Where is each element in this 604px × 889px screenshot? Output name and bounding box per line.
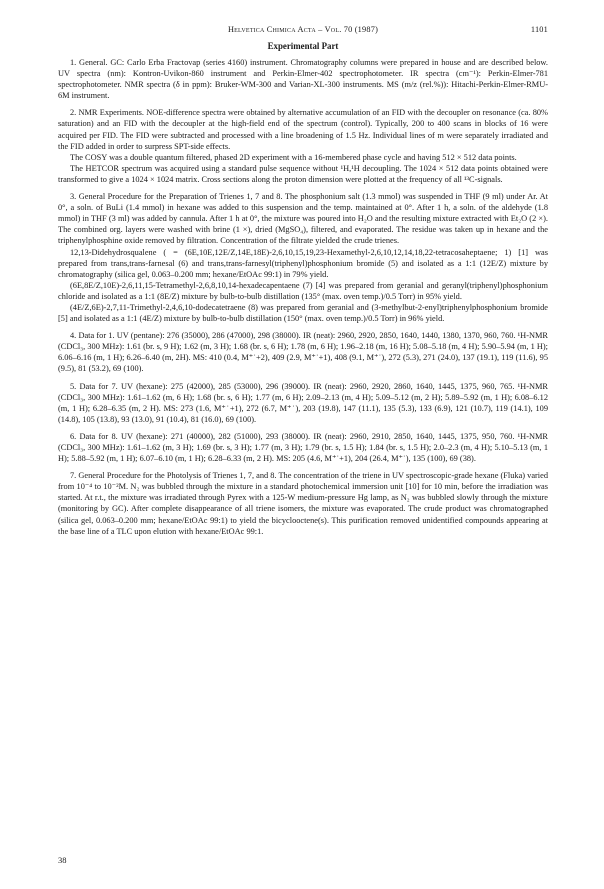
article-body xyxy=(58,57,548,537)
paragraph-data-7: 5. Data for 7. UV (hexane): 275 (42000), 285 (53000), 296 (39000). IR (neat): 2960, 2920, 2860, 1640, 1445, 1375, 960, 765. ¹H-NMR (CDCl₃, 300 MHz): 1.61–1.62 (m, 6 H); 1.68 (br. s, 6 H); 1.77 (m, 6 H); 2.09–2.13 (m, 4 H); 5.09–5.12 (m, 2 H); 5.89–5.92 (m, 1 H); 6.08–6.12 (m, 1 H); 6.28–6.35 (m, 2 H). MS: 273 (1.6, M⁺˙+1), 272 (6.7, M⁺˙), 203 (19.8), 147 (11.1), 135 (5.3), 133 (6.9), 121 (10.7), 119 (14.1), 109 (14.8), 105 (13.8), 93 (13.0), 91 (10.4), 81 (16.0), 69 (100). xyxy=(58,381,548,424)
running-header xyxy=(58,24,548,36)
page-footer-marker: 38 xyxy=(58,855,67,865)
paragraph-photolysis: 7. General Procedure for the Photolysis of Trienes 1, 7, and 8. The concentration of the triene in UV spectroscopic-grade hexane (Fluka) varied from 10⁻⁴ to 10⁻²M. N₂ was bubbled through the mixture in a standard photochemical immersion unit [10] for 10 min, before the irradiation was started. At r.t., the mixture was irradiated through Pyrex with a 125-W medium-pressure Hg lamp, as N₂ was bubbled slowly through the mixture (monitoring by GC). After complete disappearance of all triene isomers, the mixture was evaporated. The crude product was chromatographed (silica gel, 0.063–0.200 mm; hexane/EtOAc 99:1) to yield the bicyclooctene(s). This purification removed unidentified compounds appearing at the base line of a TLC upon elution with hexane/EtOAc 99:1. xyxy=(58,471,548,536)
paragraph-data-1: 4. Data for 1. UV (pentane): 276 (35000), 286 (47000), 298 (38000). IR (neat): 2960, 2920, 2850, 1640, 1440, 1380, 1370, 960, 760. ¹H-NMR (CDCl₃, 300 MHz): 1.61 (br. s, 9 H); 1.62 (m, 3 H); 1.68 (br. s, 6 H); 1.78 (m, 6 H); 1.96–2.18 (m, 16 H); 5.08–5.18 (m, 4 H); 5.90–5.94 (m, 1 H); 6.06–6.16 (m, 1 H); 6.26–6.40 (m, 2H). MS: 410 (0.4, M⁺˙+2), 409 (2.9, M⁺˙+1), 408 (9.1, M⁺˙), 272 (5.3), 271 (24.0), 137 (19.1), 119 (11.6), 95 (9.5), 81 (53.2), 69 (100). xyxy=(58,331,548,374)
paragraph-hetcor: The HETCOR spectrum was acquired using a standard pulse sequence without ¹H,¹H decoupling. The 1024 × 512 data points obtained were transformed to give a 1024 × 1024 matrix. Cross sections along the proton dimension were plotted at the frequency of all ¹³C-signals. xyxy=(58,163,548,184)
paragraph-general: 1. General. GC: Carlo Erba Fractovap (series 4160) instrument. Chromatography columns were prepared in house and are described below. UV spectra (nm): Kontron-Uvikon-860 instrument and Perkin-Elmer-402 spectrophotometer. IR spectra (cm⁻¹): Perkin-Elmer-781 spectrophotometer. NMR spectra (δ in ppm): Bruker-WM-300 and Varian-XL-300 instruments. MS (m/z (rel.%)): Hitachi-Perkin-Elmer-RMU-6M instrument. xyxy=(58,58,548,101)
paragraph-data-8: 6. Data for 8. UV (hexane): 271 (40000), 282 (51000), 293 (38000). IR (neat): 2960, 2910, 2850, 1640, 1445, 1375, 950, 760. ¹H-NMR (CDCl₃, 300 MHz): 1.61–1.62 (m, 3 H); 1.69 (br. s, 3 H); 1.77 (m, 3 H); 1.79 (br. s, 1.5 H); 1.84 (br. s, 1.5 H); 2.0–2.3 (m, 4 H); 5.10–5.13 (m, 1 H); 5.88–5.92 (m, 1 H); 6.07–6.10 (m, 1 H); 6.28–6.33 (m, 2 H). MS: 205 (4.6, M⁺˙+1), 204 (26.4, M⁺˙), 135 (100), 69 (38). xyxy=(58,431,548,464)
paragraph-compound-1: 12,13-Didehydrosqualene ( = (6E,10E,12E/Z,14E,18E)-2,6,10,15,19,23-Hexamethyl-2,6,10,12,14,18,22-tetracosaheptaene; 1) [1] was prepared from trans,trans-farnesal (6) and trans,trans-farnesyl(triphenyl)phosphonium bromide (5) and isolated as a 1:1 (12E/Z) mixture by chromatography (silica gel, 0.063–0.200 mm; hexane/EtOAc 99:1) in 79% yield. xyxy=(58,247,548,279)
paragraph-compound-8: (4E/Z,6E)-2,7,11-Trimethyl-2,4,6,10-dodecatetraene (8) was prepared from geranial and (3-methylbut-2-enyl)triphenylphosphonium bromide [5] and isolated as a 1:1 (4E/Z) mixture by bulb-to-bulb distillation (150° (max. oven temp.)/0.5 Torr) in 96% yield. xyxy=(58,302,548,324)
page-number: 1101 xyxy=(530,25,548,34)
paragraph-procedure-trienes: 3. General Procedure for the Preparation of Trienes 1, 7 and 8. The phosphonium salt (1.3 mmol) was suspended in THF (9 ml) under Ar. At 0°, a soln. of BuLi (1.4 mmol) in hexane was added to this suspension and the temp. maintained at 0°. After 1 h, a soln. of the aldehyde (1.8 mmol) in THF (3 ml) was added by cannula. After 1 h at 0°, the mixture was poured into H₂O and the resulting mixture extracted with Et₂O (2 ×). The combined org. layers were washed with brine (1 ×), dried (MgSO₄), filtered, and evaporated. The residue was taken up in hexane and the triphenylphosphine oxide removed by filtration. Concentration of the filtrate yielded the crude trienes. xyxy=(58,192,548,246)
journal-title: Helvetica Chimica Acta – Vol. 70 (1987) xyxy=(227,25,379,34)
paragraph-nmr-experiments: 2. NMR Experiments. NOE-difference spectra were obtained by alternative accumulation of an FID with the decoupler on resonance (ca. 80% saturation) and an FID with the decoupler at the high-field end of the spectrum (control). Typically, 200 to 400 scans in blocks of 16 were acquired per FID. The FID were subtracted and processed with a line broadening of 1.5 Hz. Individual lines of m were separately irradiated and the FID added in order to surpress SPT-side effects. xyxy=(58,108,548,151)
paragraph-cosy: The COSY was a double quantum filtered, phased 2D experiment with a 16-membered phase cycle and having 512 × 512 data points. xyxy=(70,152,517,162)
paragraph-compound-7: (6E,8E/Z,10E)-2,6,11,15-Tetramethyl-2,6,8,10,14-hexadecapentaene (7) [4] was prepared from geranial and geranyl(triphenyl)phosphonium chloride and isolated as a 1:1 (8E/Z) mixture by bulb-to-bulb distillation (135° (max. oven temp.)/0.5 Torr) in 95% yield. xyxy=(58,280,548,301)
section-title: Experimental Part xyxy=(267,41,339,51)
